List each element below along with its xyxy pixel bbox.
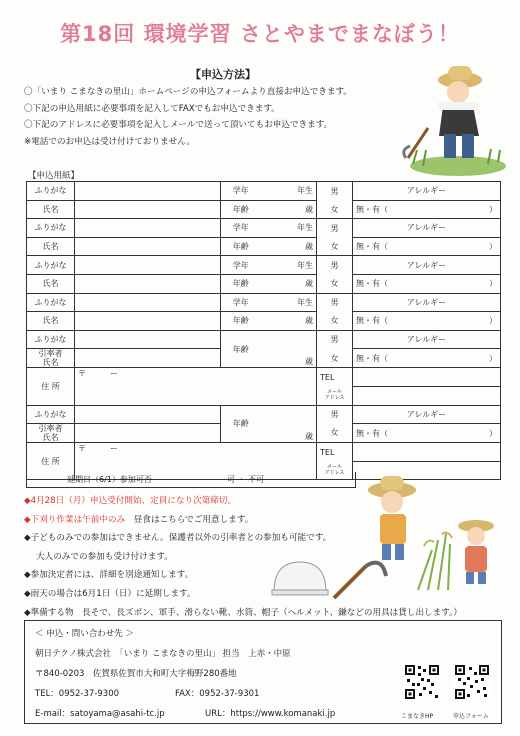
furigana-field[interactable] bbox=[75, 182, 221, 201]
male-option[interactable]: 男 bbox=[317, 293, 353, 312]
allergy-label: アレルギー bbox=[353, 182, 501, 201]
furigana-field[interactable] bbox=[75, 256, 221, 275]
furigana-field[interactable] bbox=[75, 405, 221, 424]
furigana-field[interactable] bbox=[75, 293, 221, 312]
method-heading: 【申込方法】 bbox=[190, 68, 256, 81]
mail-field[interactable] bbox=[353, 386, 501, 405]
grade-label: 学年 bbox=[221, 256, 261, 275]
qr-code-form[interactable] bbox=[453, 663, 491, 701]
grade-field[interactable]: 年生 bbox=[261, 256, 317, 275]
postpone-row bbox=[26, 472, 356, 488]
allergy-label: アレルギー bbox=[353, 330, 501, 349]
allergy-label: アレルギー bbox=[353, 293, 501, 312]
allergy-label: アレルギー bbox=[353, 256, 501, 275]
contact-heading: ＜ 申込・問い合わせ先 ＞ bbox=[35, 629, 134, 639]
tel-label: TEL bbox=[317, 368, 353, 387]
page-title: 第18回 環境学習 さとやまでまなぼう！ bbox=[60, 22, 460, 46]
intro-line: 〇「いまり こまなきの里山」ホームページの申込フォームより直接お申込できます。 bbox=[24, 87, 353, 97]
age-field[interactable]: 歳 bbox=[261, 330, 317, 368]
female-option[interactable]: 女 bbox=[317, 237, 353, 256]
furigana-label: ふりがな bbox=[27, 330, 75, 349]
age-field[interactable]: 歳 bbox=[261, 200, 317, 219]
furigana-field[interactable] bbox=[75, 219, 221, 238]
tel-field[interactable] bbox=[353, 368, 501, 387]
age-field[interactable]: 歳 bbox=[261, 237, 317, 256]
contact-url[interactable]: URL：https://www.komanaki.jp bbox=[205, 709, 336, 719]
address-field[interactable]: 〒 ー bbox=[75, 368, 317, 405]
age-field[interactable]: 歳 bbox=[261, 312, 317, 331]
name-field[interactable] bbox=[75, 274, 221, 293]
farmer-illustration bbox=[398, 58, 508, 178]
application-form bbox=[26, 181, 501, 480]
age-label: 年齢 bbox=[221, 312, 261, 331]
guardian-name-label: 引率者 氏名 bbox=[27, 424, 75, 443]
male-option[interactable]: 男 bbox=[317, 256, 353, 275]
name-label: 氏名 bbox=[27, 274, 75, 293]
qr-code-homepage[interactable] bbox=[403, 663, 441, 701]
name-field[interactable] bbox=[75, 200, 221, 219]
furigana-label: ふりがな bbox=[27, 182, 75, 201]
age-field[interactable]: 歳 bbox=[261, 274, 317, 293]
furigana-label: ふりがな bbox=[27, 293, 75, 312]
allergy-choice[interactable]: 無・有（ ） bbox=[353, 274, 501, 293]
allergy-choice[interactable]: 無・有（ ） bbox=[353, 237, 501, 256]
note-children: ◆子どものみでの参加はできません。保護者以外の引率者との参加も可能です。 bbox=[24, 533, 332, 544]
furigana-label: ふりがな bbox=[27, 405, 75, 424]
age-label: 年齢 bbox=[221, 200, 261, 219]
qr-caption-homepage: こまなきHP bbox=[401, 713, 434, 720]
female-option[interactable]: 女 bbox=[317, 312, 353, 331]
address-field[interactable]: 〒 ー bbox=[75, 443, 317, 480]
grade-field[interactable]: 年生 bbox=[261, 293, 317, 312]
allergy-choice[interactable]: 無・有（ ） bbox=[353, 349, 501, 368]
age-label: 年齢 bbox=[221, 405, 261, 443]
note-notify: ◆参加決定者には、詳細を別途通知します。 bbox=[24, 570, 194, 581]
intro-line: ※電話でのお申込は受け付けておりません。 bbox=[24, 136, 195, 147]
guardian-name-field[interactable] bbox=[75, 349, 221, 368]
note-items: ◆準備する物 長そで、長ズボン、軍手、滑らない靴、水筒、帽子（ヘルメット、鎌などの用具は貸し出します。） bbox=[24, 607, 463, 618]
mail-label: メール アドレス bbox=[317, 386, 353, 405]
guardian-name-label: 引率者 氏名 bbox=[27, 349, 75, 368]
note-lunch: ◆下刈り作業は午前中のみ 昼食はこちらでご用意します。 bbox=[24, 514, 254, 525]
female-option[interactable]: 女 bbox=[317, 274, 353, 293]
name-field[interactable] bbox=[75, 237, 221, 256]
contact-email[interactable]: E-mail：satoyama@asahi-tc.jp bbox=[35, 709, 165, 719]
allergy-label: アレルギー bbox=[353, 405, 501, 424]
male-option[interactable]: 男 bbox=[317, 219, 353, 238]
name-label: 氏名 bbox=[27, 237, 75, 256]
allergy-label: アレルギー bbox=[353, 219, 501, 238]
age-label: 年齢 bbox=[221, 237, 261, 256]
note-adults: 大人のみでの参加も受け付けます。 bbox=[36, 551, 173, 562]
contact-fax: FAX：0952-37-9301 bbox=[175, 689, 260, 699]
mail-label: メール アドレス bbox=[317, 461, 353, 480]
contact-box bbox=[24, 620, 502, 724]
contact-tel: TEL：0952-37-9300 bbox=[35, 689, 120, 699]
furigana-label: ふりがな bbox=[27, 256, 75, 275]
qr-caption-form: 申込フォーム bbox=[453, 713, 489, 720]
grade-field[interactable]: 年生 bbox=[261, 219, 317, 238]
furigana-field[interactable] bbox=[75, 330, 221, 349]
name-field[interactable] bbox=[75, 312, 221, 331]
age-field[interactable]: 歳 bbox=[261, 405, 317, 443]
contact-company: 朝日テクノ株式会社 「いまり こまなきの里山」 担当 上赤・中原 bbox=[35, 649, 291, 659]
grade-label: 学年 bbox=[221, 219, 261, 238]
grade-label: 学年 bbox=[221, 182, 261, 201]
tel-field[interactable] bbox=[353, 443, 501, 462]
male-option[interactable]: 男 bbox=[317, 405, 353, 424]
female-option[interactable]: 女 bbox=[317, 200, 353, 219]
allergy-choice[interactable]: 無・有（ ） bbox=[353, 424, 501, 443]
guardian-name-field[interactable] bbox=[75, 424, 221, 443]
note-rain: ◆雨天の場合は6月1日（日）に延期します。 bbox=[24, 588, 196, 599]
allergy-choice[interactable]: 無・有（ ） bbox=[353, 312, 501, 331]
grade-label: 学年 bbox=[221, 293, 261, 312]
tools-illustration bbox=[270, 552, 390, 602]
female-option[interactable]: 女 bbox=[317, 349, 353, 368]
name-label: 氏名 bbox=[27, 312, 75, 331]
intro-line: 〇下記のアドレスに必要事項を記入しメールで送って頂いてもお申込できます。 bbox=[24, 120, 333, 130]
tel-label: TEL bbox=[317, 443, 353, 462]
address-label: 住 所 bbox=[27, 443, 75, 480]
contact-address: 〒840-0203 佐賀県佐賀市大和町大字梅野280番地 bbox=[35, 669, 237, 679]
note-deadline: ◆4月28日（月）申込受付開始、定員になり次第締切。 bbox=[24, 496, 237, 506]
age-label: 年齢 bbox=[221, 274, 261, 293]
allergy-choice[interactable]: 無・有（ ） bbox=[353, 200, 501, 219]
male-option[interactable]: 男 bbox=[317, 182, 353, 201]
female-option[interactable]: 女 bbox=[317, 424, 353, 443]
postpone-options[interactable]: 可 ・ 不可 bbox=[227, 475, 265, 484]
name-label: 氏名 bbox=[27, 200, 75, 219]
grade-field[interactable]: 年生 bbox=[261, 182, 317, 201]
male-option[interactable]: 男 bbox=[317, 330, 353, 349]
furigana-label: ふりがな bbox=[27, 219, 75, 238]
age-label: 年齢 bbox=[221, 330, 261, 368]
postpone-label: 延期日（6/1）参加可否 bbox=[67, 475, 152, 484]
form-label: 【申込用紙】 bbox=[28, 171, 80, 181]
intro-list bbox=[24, 84, 424, 150]
intro-line: 〇下記の申込用紙に必要事項を記入してFAXでもお申込できます。 bbox=[24, 103, 280, 114]
address-label: 住 所 bbox=[27, 368, 75, 405]
